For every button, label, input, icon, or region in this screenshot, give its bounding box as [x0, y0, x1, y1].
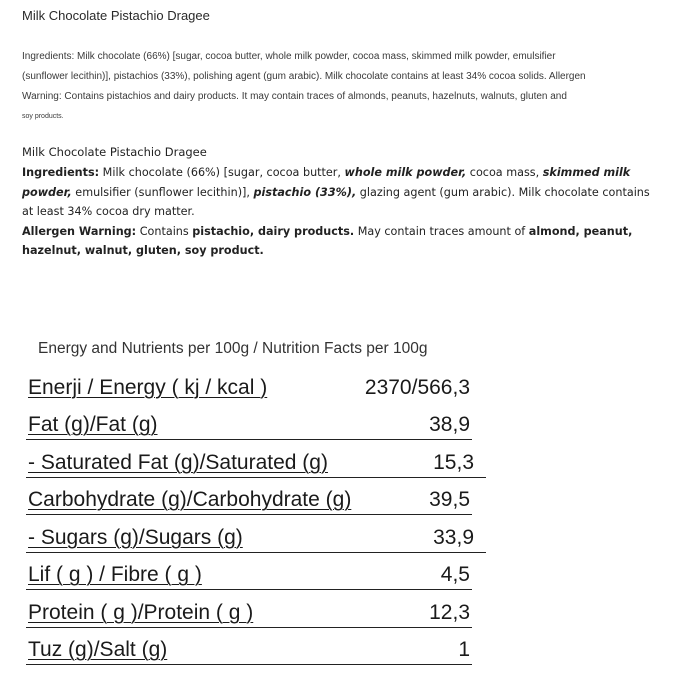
row-rule	[26, 439, 472, 440]
row-rule	[26, 514, 472, 515]
row-rule	[26, 552, 486, 553]
allergen-text: May contain traces amount of	[354, 224, 529, 238]
nutrition-row-energy	[26, 368, 486, 406]
bold-ingredient: skimmed milk powder,	[22, 166, 631, 199]
ingredients-block-2	[22, 163, 662, 261]
ingredients-label: Ingredients:	[22, 166, 100, 179]
nutrient-value: 15,3	[433, 450, 474, 474]
row-rule	[26, 664, 472, 665]
allergen-text: Contains	[136, 224, 193, 238]
ingredients-line: Ingredients: Milk chocolate (66%) [sugar, cocoa butter, whole milk powder, cocoa mass, skimmed milk powder, emulsifier	[22, 51, 556, 62]
nutrition-table	[26, 368, 486, 668]
ingredients-text: glazing agent (gum arabic). Milk chocolate contains at least 34% cocoa dry matter.	[22, 185, 650, 218]
allergen-label: Allergen Warning:	[22, 224, 137, 238]
ingredients-text: emulsifier (sunflower lecithin)],	[71, 185, 254, 199]
nutrient-value: 2370/566,3	[364, 375, 470, 399]
nutrient-label: - Saturated Fat (g)/Saturated (g)	[28, 450, 328, 474]
product-title-2: Milk Chocolate Pistachio Dragee	[22, 145, 207, 159]
nutrient-label: Enerji / Energy ( kj / kcal )	[28, 375, 268, 399]
nutrient-value: 33,9	[433, 525, 474, 549]
nutrition-row-protein	[26, 593, 486, 631]
ingredients-text: cocoa mass,	[466, 166, 543, 179]
nutrition-heading: Energy and Nutrients per 100g / Nutrition Facts per 100g	[38, 340, 428, 357]
ingredients-line: (sunflower lecithin)], pistachios (33%), polishing agent (gum arabic). Milk chocolate contains at least 34% cocoa solids. Allergen	[22, 71, 586, 82]
nutrition-row-carbohydrate	[26, 481, 486, 519]
ingredients-line: Warning: Contains pistachios and dairy products. It may contain traces of almonds, peanuts, hazelnuts, walnuts, gluten and	[22, 91, 567, 102]
product-title-1: Milk Chocolate Pistachio Dragee	[22, 8, 210, 23]
nutrient-value: 4,5	[440, 563, 470, 586]
nutrient-label: Tuz (g)/Salt (g)	[28, 638, 168, 661]
nutrition-row-saturated	[26, 443, 486, 481]
nutrient-value: 38,9	[429, 413, 470, 436]
ingredients-line: soy products.	[22, 113, 64, 120]
nutrient-value: 39,5	[429, 488, 470, 511]
nutrition-row-salt	[26, 631, 486, 669]
nutrient-label: - Sugars (g)/Sugars (g)	[28, 525, 243, 549]
allergen-bold: almond, peanut, hazelnut, walnut, gluten, soy product.	[22, 224, 633, 257]
nutrient-label: Protein ( g )/Protein ( g )	[28, 600, 254, 624]
nutrient-label: Carbohydrate (g)/Carbohydrate (g)	[28, 488, 352, 511]
row-rule	[26, 627, 472, 628]
row-rule	[26, 589, 472, 590]
ingredients-text: Milk chocolate (66%) [sugar, cocoa butter,	[99, 166, 345, 179]
nutrition-row-sugars	[26, 518, 486, 556]
nutrition-row-fibre	[26, 556, 486, 594]
nutrient-label: Fat (g)/Fat (g)	[28, 413, 158, 436]
bold-ingredient: pistachio (33%),	[253, 185, 357, 199]
row-rule	[26, 477, 486, 478]
nutrient-value: 12,3	[429, 600, 470, 624]
bold-ingredient: whole milk powder,	[344, 166, 467, 179]
nutrition-row-fat	[26, 406, 486, 444]
ingredients-block-1	[22, 47, 647, 127]
allergen-bold: pistachio, dairy products.	[192, 224, 355, 238]
nutrient-label: Lif ( g ) / Fibre ( g )	[28, 563, 202, 586]
nutrient-value: 1	[458, 638, 470, 661]
